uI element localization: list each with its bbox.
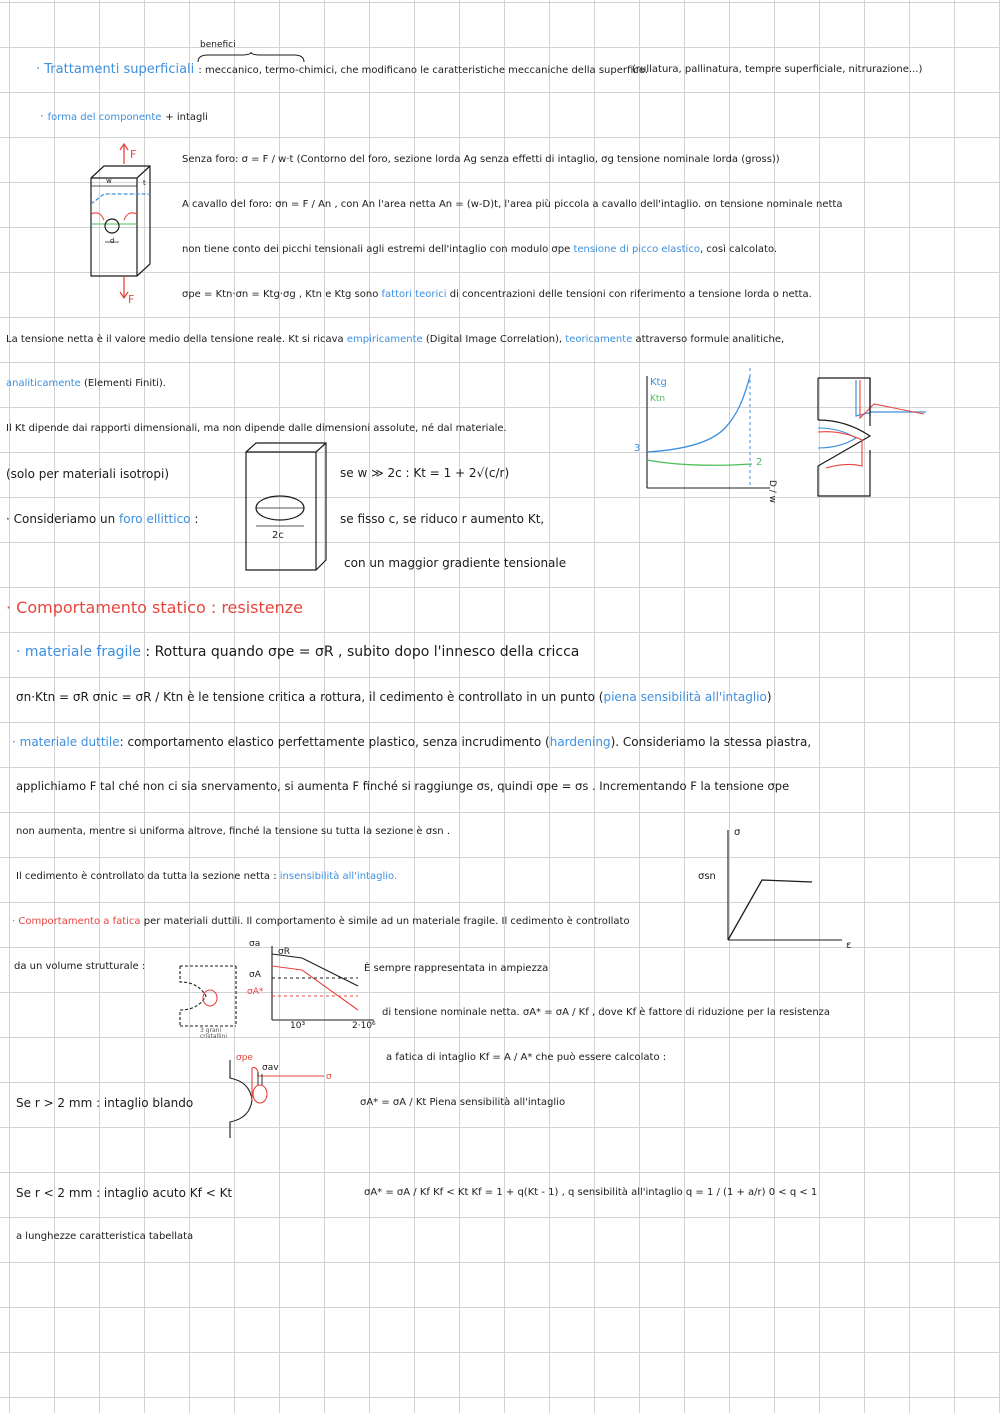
kt-value-2: 2 [756, 457, 763, 468]
notch-sigma-pe: σpe [236, 1053, 253, 1063]
kt-formula: σpe = Ktn·σn = Ktg·σg , Ktn e Ktg sono [182, 289, 379, 300]
critical-tail: ) [766, 690, 772, 704]
apply-force-text: applichiamo F tal ché non ci sia snervamento, si aumenta F finché si raggiunge σs, quindi σpe = σs . Incrementando F la tensione σpe [16, 779, 790, 793]
factors-tail: di concentrazioni delle tensioni con riferimento a tensione lorda o netta. [449, 289, 812, 300]
hardening-term: hardening [549, 735, 611, 749]
critical-text: σn·Ktn = σR σnic = σR / Ktn è le tensione critica a rottura, il cedimento è controllato in un punto ( [16, 690, 604, 704]
structural-volume-figure [176, 962, 240, 1032]
kt-graph [620, 368, 790, 498]
sharp-notch-formula: σA* = σA / Kf Kf < Kt Kf = 1 + q(Kt - 1) , q sensibilità all'intaglio q = 1 / (1 + a/r) 0 < q < 1 [364, 1187, 818, 1198]
fatigue-text: per materiali duttili. Il comportamento è simile ad un materiale fragile. Il cedimento è controllato [143, 916, 630, 927]
width-label: w [106, 177, 112, 185]
elliptic-colon: : [194, 512, 199, 526]
theoretical-factors-term: fattori teorici [381, 289, 447, 300]
kt-depends-text: Il Kt dipende dai rapporti dimensionali, ma non dipende dalle dimensioni assolute, né dal materiale. [6, 423, 507, 434]
thickness-label: t [143, 179, 146, 187]
force-top-label: F [130, 148, 137, 161]
grains-note: 3 grani cristallini [200, 1027, 228, 1040]
kt-rule-wide: se w ≫ 2c : Kt = 1 + 2√(c/r) [340, 466, 510, 480]
across-hole-line: A cavallo del foro: σn = F / An , con An l'area netta An = (w-D)t, l'area più piccola a cavallo dell'intaglio. σn tensione nominale netta [182, 199, 843, 210]
epsilon-axis-label: ε [846, 940, 852, 951]
elliptic-plate-figure [244, 442, 328, 572]
theoretical-term: teoricamente [565, 334, 633, 345]
kt-rule-radius: se fisso c, se riduco r aumento Kt, [340, 512, 545, 526]
notch-sigma-av: σav [262, 1063, 279, 1073]
fragile-term: · materiale fragile [16, 644, 141, 660]
peaks-text: non tiene conto dei picchi tensionali agli estremi dell'intaglio con modulo σpe [182, 244, 571, 255]
amplitude-text: È sempre rappresentata in ampiezza [364, 963, 549, 974]
treatments-examples: (rullatura, pallinatura, tempre superficiale, nitrurazione...) [632, 64, 923, 75]
bullet: · [36, 62, 41, 77]
bullet: · [40, 109, 44, 123]
ductile-tail: ). Consideriamo la stessa piastra, [610, 735, 812, 749]
net-stress-text: La tensione netta è il valore medio della tensione reale. Kt si ricava [6, 334, 344, 345]
diameter-label: d [110, 237, 115, 245]
ellipse-2c-label: 2c [272, 530, 284, 541]
treatments-label: Trattamenti superficiali [44, 62, 195, 77]
fem-text: (Elementi Finiti). [83, 378, 166, 389]
sn-sigma-r: σR [278, 947, 290, 957]
shape-label: forma del componente [47, 112, 162, 123]
analytical-term: analiticamente [6, 378, 81, 389]
ductile-text: : comportamento elastico perfettamente plastico, senza incrudimento ( [119, 735, 550, 749]
analytic-formulas-text: attraverso formule analitiche, [635, 334, 785, 345]
plate-hole-figure [86, 142, 162, 308]
full-sensitivity-term: piena sensibilità all'intaglio [603, 690, 767, 704]
stress-strain-graph [720, 826, 850, 946]
sn-x-1e3: 10³ [290, 1021, 306, 1031]
controlled-text: Il cedimento è controllato da tutta la sezione netta : [16, 871, 277, 882]
elastic-peak-term: tensione di picco elastico [573, 244, 700, 255]
ktg-label: Ktg [650, 377, 667, 388]
notch-flow-figure [816, 376, 956, 498]
empirical-term: empiricamente [346, 334, 423, 345]
blunt-notch-condition: Se r > 2 mm : intaglio blando [16, 1096, 194, 1110]
kf-definition-text: a fatica di intaglio Kf = A / A* che può essere calcolato : [386, 1052, 667, 1063]
fragile-text: : Rottura quando σpe = σR , subito dopo l'innesco della cricca [145, 644, 580, 660]
sn-sigma-Astar: σA* [247, 987, 264, 997]
characteristic-length-note: a lunghezze caratteristica tabellata [16, 1231, 194, 1242]
treatments-text: : meccanico, termo-chimici, che modificano le caratteristiche meccaniche della superfice. [198, 65, 649, 76]
sn-diagram [246, 940, 376, 1026]
elliptic-hole-term: foro ellittico [119, 512, 191, 526]
ktn-label: Ktn [650, 394, 666, 404]
kt-rule-gradient: con un maggior gradiente tensionale [344, 556, 567, 570]
kt-graph-xlabel: D / w [767, 480, 777, 504]
blunt-notch-formula: σA* = σA / Kt Piena sensibilità all'intaglio [360, 1097, 566, 1108]
sigma-sn-label: σsn [698, 871, 716, 882]
brace-note: benefici [200, 40, 236, 50]
isotropic-note: (solo per materiali isotropi) [6, 467, 170, 481]
no-hole-line: Senza foro: σ = F / w·t (Contorno del foro, sezione lorda Ag senza effetti di intaglio, σg tensione nominale lorda (gross)) [182, 154, 780, 165]
sn-x-2e6: 2·10⁶ [352, 1021, 376, 1031]
shape-text: + intagli [165, 112, 208, 123]
ductile-term: · materiale duttile [12, 735, 120, 749]
sn-sigma-A: σA [249, 970, 261, 980]
kt-value-3: 3 [634, 443, 641, 454]
peaks-tail: , così calcolato. [699, 244, 778, 255]
notch-sigma: σ [326, 1072, 332, 1082]
insensitivity-term: insensibilità all'intaglio. [279, 871, 398, 882]
structural-volume-text: da un volume strutturale : [14, 961, 146, 972]
sigma-axis-label: σ [734, 827, 741, 838]
net-amplitude-text: di tensione nominale netta. σA* = σA / Kf , dove Kf è fattore di riduzione per la resistenza [382, 1007, 831, 1018]
force-bottom-label: F [128, 293, 135, 306]
fatigue-term: · Comportamento a fatica [12, 916, 141, 927]
sn-sigma-a: σa [249, 939, 261, 949]
uniform-text: non aumenta, mentre si uniforma altrove, finché la tensione su tutta la sezione è σsn . [16, 826, 451, 837]
sharp-notch-condition: Se r < 2 mm : intaglio acuto Kf < Kt [16, 1186, 233, 1200]
dic-text: (Digital Image Correlation), [425, 334, 563, 345]
static-title: · Comportamento statico : resistenze [6, 598, 304, 617]
elliptic-lead: · Consideriamo un [6, 512, 116, 526]
